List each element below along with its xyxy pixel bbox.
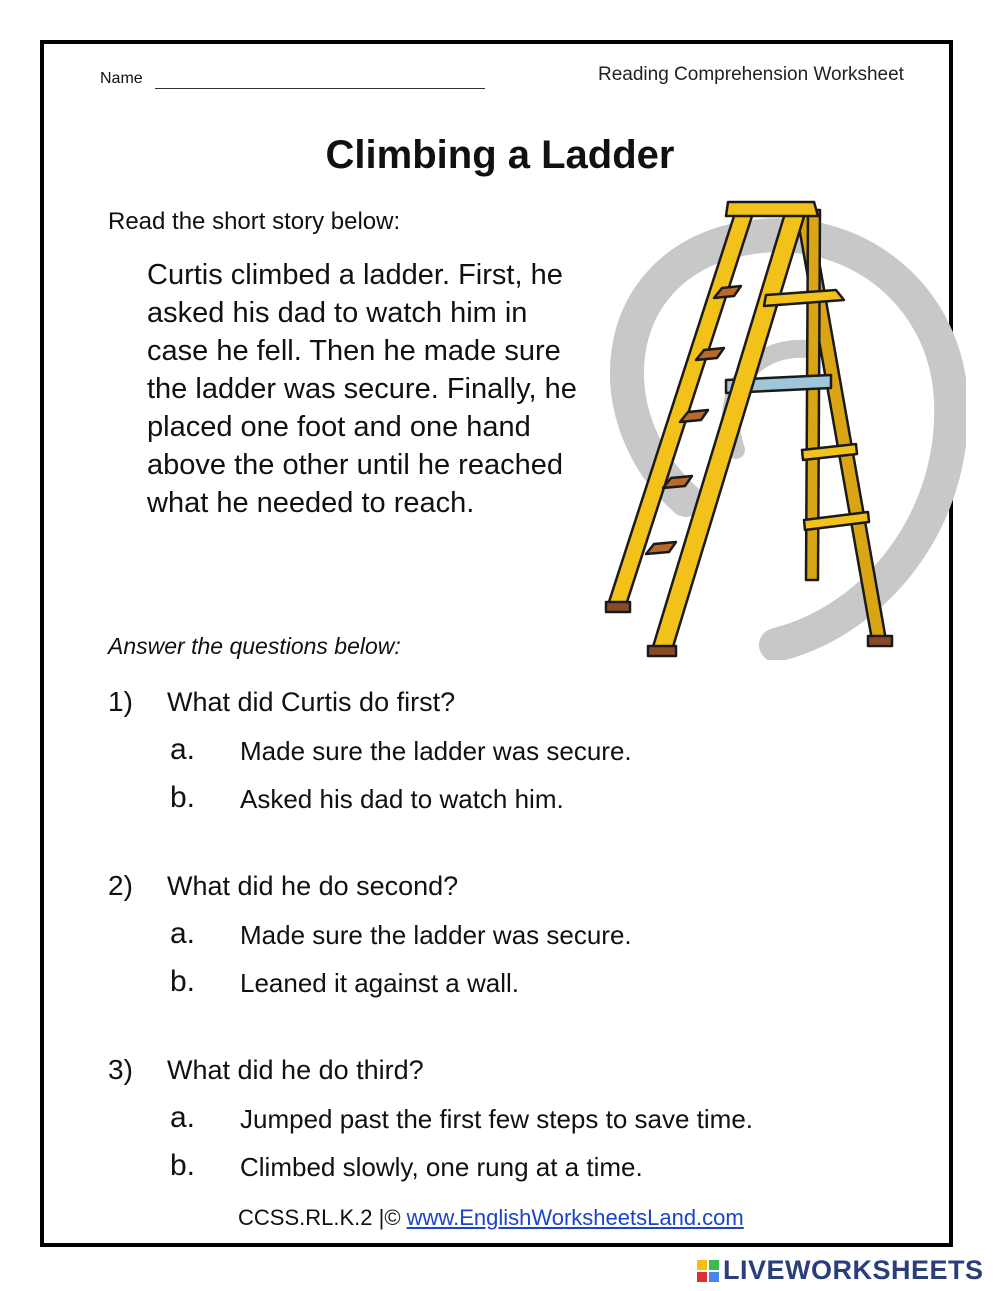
question-2-number: 2)	[108, 870, 133, 901]
question-2-option-b[interactable]: Leaned it against a wall.	[240, 968, 519, 998]
answer-instruction: Answer the questions below:	[108, 633, 401, 659]
question-3-option-a-letter[interactable]: a.	[170, 1101, 196, 1134]
question-3-option-a[interactable]: Jumped past the first few steps to save time.	[240, 1104, 754, 1134]
footer	[238, 1205, 744, 1231]
worksheet-title: Reading Comprehension Worksheet	[598, 64, 904, 85]
question-2-text: What did he do second?	[167, 871, 459, 901]
question-1-option-b-letter[interactable]: b.	[170, 781, 196, 814]
question-3-option-b[interactable]: Climbed slowly, one rung at a time.	[240, 1152, 643, 1182]
question-3-text: What did he do third?	[167, 1055, 424, 1085]
question-1-text: What did Curtis do first?	[167, 687, 456, 717]
liveworksheets-logo[interactable]	[697, 1255, 984, 1286]
footer-link[interactable]: www.EnglishWorksheetsLand.com	[406, 1205, 744, 1230]
question-1-number: 1)	[108, 686, 133, 717]
question-1-option-a-letter[interactable]: a.	[170, 733, 196, 766]
story-text: Curtis climbed a ladder. First, he asked his dad to watch him in case he fell. Then he made sure the ladder was secure. Finally, he placed one foot and one hand above the other until he reached what he needed to reach.	[147, 259, 577, 519]
page-title: Climbing a Ladder	[325, 133, 675, 177]
question-1-option-b[interactable]: Asked his dad to watch him.	[240, 784, 564, 814]
question-2-option-a[interactable]: Made sure the ladder was secure.	[240, 920, 632, 950]
ladder-illustration	[596, 200, 966, 660]
footer-standard: CCSS.RL.K.2 |©	[238, 1205, 401, 1230]
liveworksheets-blocks-icon	[697, 1260, 719, 1282]
liveworksheets-logo-text: LIVEWORKSHEETS	[723, 1255, 984, 1285]
question-2-option-a-letter[interactable]: a.	[170, 917, 196, 950]
name-input-line[interactable]	[155, 88, 485, 89]
question-3-option-b-letter[interactable]: b.	[170, 1149, 196, 1182]
story-instruction: Read the short story below:	[108, 208, 401, 235]
question-3-number: 3)	[108, 1054, 133, 1085]
name-label: Name	[100, 70, 143, 87]
question-1-option-a[interactable]: Made sure the ladder was secure.	[240, 736, 632, 766]
question-2-option-b-letter[interactable]: b.	[170, 965, 196, 998]
